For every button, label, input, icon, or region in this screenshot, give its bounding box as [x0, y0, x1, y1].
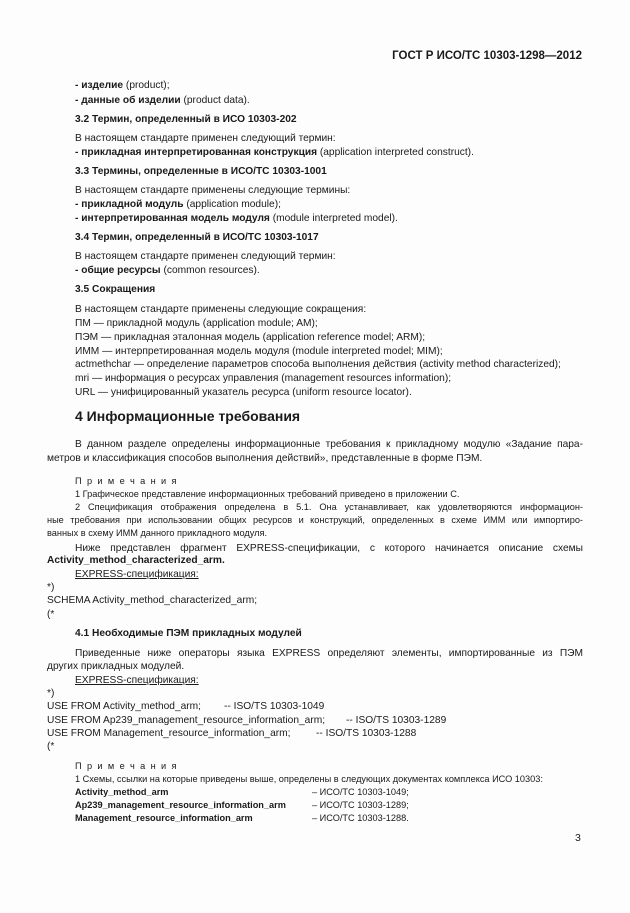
notes-label: П р и м е ч а н и я: [75, 476, 178, 486]
term-en: (module interpreted model).: [269, 213, 398, 224]
note-line: ные требования при использовании общих ресурсов и конструкций, определенных в схеме ИММ или импортиро-: [47, 515, 583, 525]
abbreviation-line: ИММ — интерпретированная модель модуля (module interpreted model; MIM);: [75, 346, 443, 357]
section-4-paragraph-line: метров и классификация способов выполнения действий», представленные в форме ПЭМ.: [47, 453, 483, 464]
term-item: [75, 80, 170, 92]
section-3-2-heading: 3.2 Термин, определенный в ИСО 10303-202: [75, 114, 297, 125]
term-ru: - данные об изделии: [75, 95, 181, 106]
use-reference: -- ISO/TS 10303-1289: [346, 715, 447, 726]
ref-schema-name: Management_resource_information_arm: [75, 813, 253, 823]
term-ru: - прикладная интерпретированная конструкция: [75, 147, 318, 158]
term-en: (application interpreted construct).: [317, 147, 474, 158]
use-reference: -- ISO/TS 10303-1288: [316, 728, 417, 739]
term-en: (application module);: [183, 199, 281, 210]
note-line: 1 Графическое представление информационных требований приведено в приложении С.: [75, 489, 460, 499]
code-line: *): [47, 582, 55, 593]
term-ru: - интерпретированная модель модуля: [75, 213, 270, 224]
abbreviation-line: mri — информация о ресурсах управления (management resources information);: [75, 373, 452, 384]
code-line: SCHEMA Activity_method_characterized_arm;: [47, 595, 258, 606]
code-line: (*: [47, 609, 55, 620]
note-line: 2 Спецификация отображения определена в 5.1. Она устанавливает, как удовлетворяются информацион-: [75, 502, 583, 512]
term-ru: - изделие: [75, 80, 124, 91]
term-item: [75, 265, 260, 277]
note-line: ванных в схему ИММ данного прикладного модуля.: [47, 528, 268, 538]
express-intro-line: Ниже представлен фрагмент EXPRESS-спецификации, с которого начинается описание схемы: [75, 543, 583, 554]
abbreviation-line: ПМ — прикладной модуль (application module; AM);: [75, 318, 318, 329]
term-en: (product);: [123, 80, 170, 91]
section-3-2-intro: В настоящем стандарте применен следующий термин:: [75, 133, 336, 144]
term-ru: - прикладной модуль: [75, 199, 184, 210]
ref-document: – ИСО/ТС 10303-1289;: [312, 800, 409, 810]
express-label: EXPRESS-спецификация:: [75, 675, 199, 686]
abbreviation-line: actmethchar — определение параметров способа выполнения действия (activity method characterized);: [75, 359, 561, 370]
section-4-1-paragraph-line: других прикладных модулей.: [47, 661, 185, 672]
notes-label: П р и м е ч а н и я: [75, 761, 178, 771]
abbreviation-line: URL — унифицированный указатель ресурса (uniform resource locator).: [75, 387, 412, 398]
abbreviation-line: ПЭМ — прикладная эталонная модель (application reference model; ARM);: [75, 332, 426, 343]
section-3-4-heading: 3.4 Термин, определенный в ИСО/ТС 10303-1017: [75, 232, 319, 243]
use-statement: USE FROM Ap239_management_resource_information_arm;: [47, 715, 326, 726]
use-reference: -- ISO/TS 10303-1049: [224, 701, 325, 712]
term-item: [75, 199, 281, 211]
ref-schema-name: Ap239_management_resource_information_arm: [75, 800, 286, 810]
ref-document: – ИСО/ТС 10303-1049;: [312, 787, 409, 797]
term-item: [75, 95, 250, 107]
term-item: [75, 213, 398, 225]
use-statement: USE FROM Activity_method_arm;: [47, 701, 201, 712]
express-label: EXPRESS-спецификация:: [75, 569, 199, 580]
section-3-4-intro: В настоящем стандарте применен следующий термин:: [75, 251, 336, 262]
section-4-heading: 4 Информационные требования: [75, 408, 301, 424]
standard-header: ГОСТ Р ИСО/ТС 10303-1298—2012: [392, 50, 582, 62]
use-statement: USE FROM Management_resource_information_arm;: [47, 728, 291, 739]
ref-schema-name: Activity_method_arm: [75, 787, 169, 797]
schema-name: Activity_method_characterized_arm.: [47, 555, 225, 566]
term-item: [75, 147, 474, 159]
term-en: (product data).: [180, 95, 250, 106]
section-4-1-heading: 4.1 Необходимые ПЭМ прикладных модулей: [75, 628, 302, 639]
note-line: 1 Схемы, ссылки на которые приведены выше, определены в следующих документах комплекса ИСО 10303:: [75, 774, 543, 784]
code-line: *): [47, 688, 55, 699]
section-3-5-heading: 3.5 Сокращения: [75, 284, 156, 295]
section-3-3-intro: В настоящем стандарте применены следующие термины:: [75, 185, 351, 196]
section-3-3-heading: 3.3 Термины, определенные в ИСО/ТС 10303-1001: [75, 166, 327, 177]
code-line: (*: [47, 741, 55, 752]
ref-document: – ИСО/ТС 10303-1288.: [312, 813, 409, 823]
page-number: 3: [575, 832, 581, 844]
term-ru: - общие ресурсы: [75, 265, 161, 276]
section-4-paragraph-line: В данном разделе определены информационные требования к прикладному модулю «Задание пара-: [75, 439, 583, 450]
section-3-5-intro: В настоящем стандарте применены следующие сокращения:: [75, 304, 367, 315]
section-4-1-paragraph-line: Приведенные ниже операторы языка EXPRESS определяют элементы, импортированные из ПЭМ: [75, 648, 583, 659]
term-en: (common resources).: [160, 265, 260, 276]
